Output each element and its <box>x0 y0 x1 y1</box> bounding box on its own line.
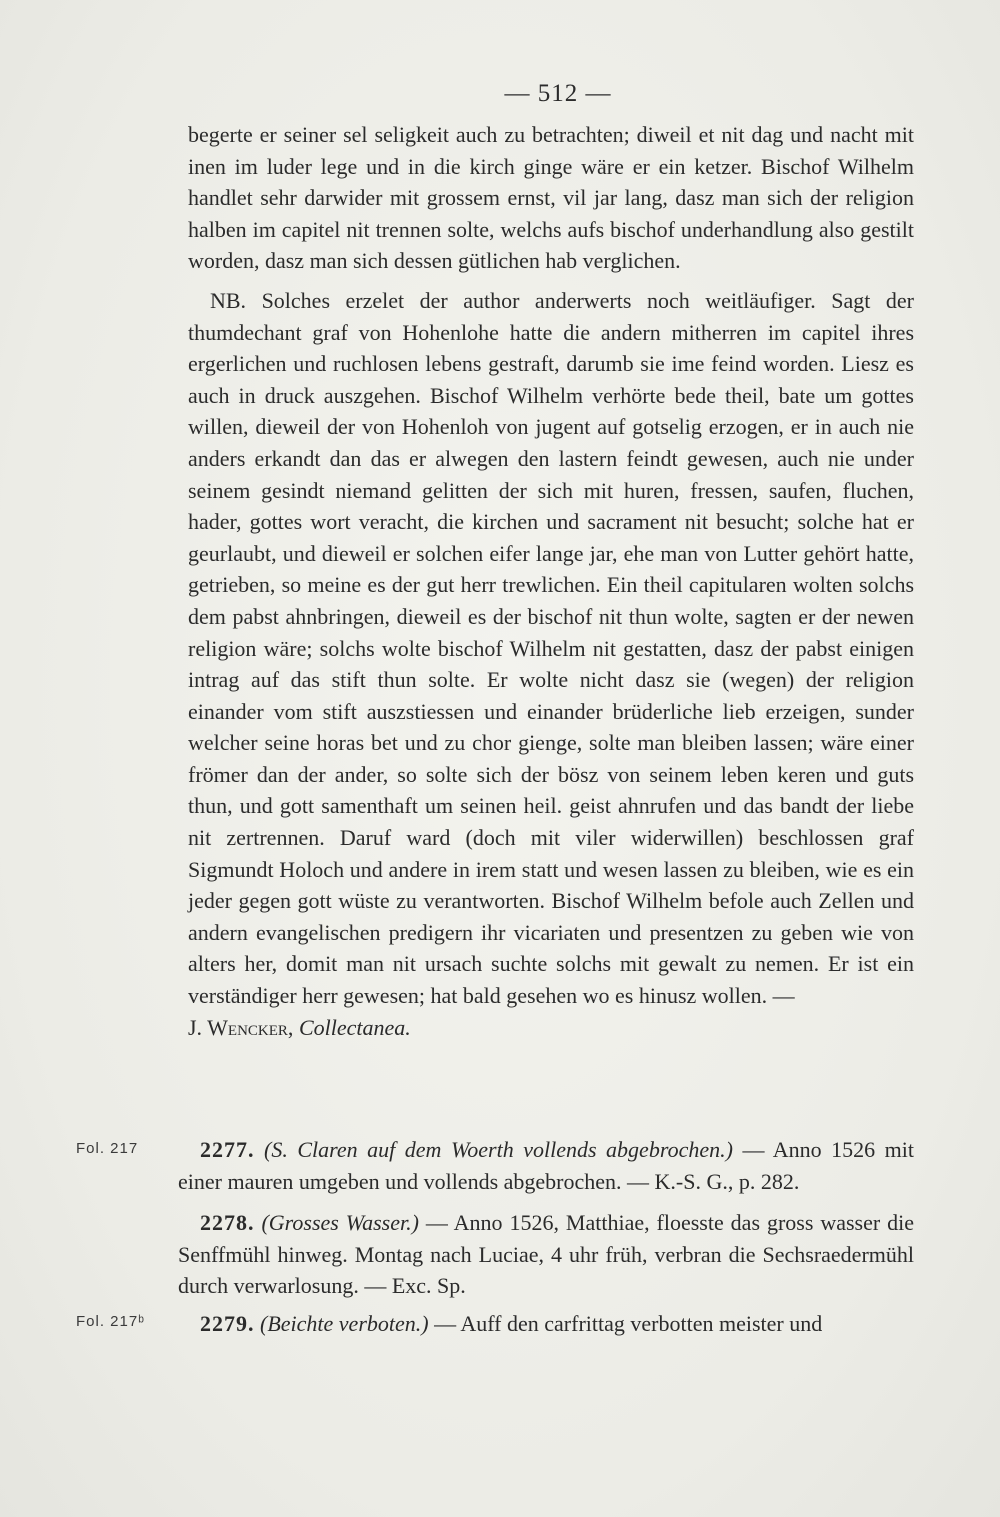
folio-margin-note: Fol. 217ᵇ <box>76 1313 145 1330</box>
entry-number: 2277. <box>200 1137 255 1162</box>
entry-text: — Anno 1526 mit einer mauren umgeben und vollends abgebrochen. — K.-S. G., p. 282. <box>178 1137 914 1194</box>
entry-2277 <box>178 1134 914 1197</box>
folio-margin-note: Fol. 217 <box>76 1140 139 1157</box>
entry-text: — Anno 1526, Matthiae, floesste das gross wasser die Senffmühl hinweg. Montag nach Luciae, 4 uhr früh, verbran die Sechsraedermühl durch verwarlosung. — Exc. Sp. <box>178 1210 915 1299</box>
entry-paragraph <box>178 1207 914 1302</box>
paragraph-text: NB. Solches erzelet der author anderwerts noch weitläufiger. Sagt der thumdechant graf von Hohenlohe hatte die andern mitherren im capitel ihres ergerlichen und ruchlosen lebens gestraft, darumb sie ime feind worden. Liesz es auch in druck auszgehen. Bischof Wilhelm verhörte bede theil, bate um gottes willen, dieweil der von Hohenloh von jugent auf gotselig erzogen, er in auch nie anders erkandt dan das er alwegen den lastern feindt gewesen, auch nie under seinem gesindt niemand gelitten der sich mit huren, fressen, saufen, fluchen, hader, gottes wort veracht, die kirchen und sacrament nit besucht; solche hat er geurlaubt, und dieweil er solchen eifer lange jar, ehe man von Lutter gehört hatte, getrieben, so meine es der gut herr trewlichen. Ein theil capitularen wolten solchs dem pabst ahnbringen, dieweil es der bischof nit thun wolte, sagten er der newen religion wäre; solchs wolte bischof Wilhelm nit gestatten, dasz der pabst einigen intrag auf das stift thun solte. Er wolte nicht dasz sie (wegen) der religion einander vom stift auszstiessen und einander brüderliche lieb erzeigen, sunder welcher seine horas bet und zu chor gienge, solte man bleiben lassen; wäre einer frömer dan der ander, so solte sich der bösz von seinem leben keren und guts thun, und gott samenthaft um seinen heil. geist ahnrufen und das bandt der liebe nit zertrennen. Daruf ward (doch mit viler widerwillen) beschlossen graf Sigmundt Holoch und andere in irem statt und wesen lassen zu bleiben, wie es ein jeder gegen gott wüste zu verantworten. Bischof Wilhelm befole auch Zellen und andern evangelischen predigern ihr vicariaten und presentzen zu geben wie von alters her, domit man nit ursach suchte solchs mit gewalt zu nemen. Er ist ein verständiger herr gewesen; hat bald gesehen wo es hinusz wollen. — <box>188 287 914 1009</box>
source-title: Collectanea. <box>298 1014 411 1040</box>
paragraph: begerte er seiner sel seligkeit auch zu betrachten; diweil et nit dag und nacht mit inen im luder lege und in die kirch ginge wäre er ein ketzer. Bischof Wilhelm handlet sehr darwider mit grossem ernst, vil jar lang, dasz man sich der religion halben im capitel nit trennen solte, welchs aufs bischof underhandlung also gestilt worden, dasz man sich dessen gütlichen hab verglichen. <box>188 122 914 274</box>
entry-title: (Beichte verboten.) <box>260 1311 429 1336</box>
entry-title: (S. Claren auf dem Woerth vollends abgebrochen.) <box>264 1137 733 1162</box>
page-number: — 512 — <box>504 80 612 107</box>
entry-2279 <box>178 1308 914 1340</box>
paragraph <box>188 285 914 1043</box>
entry-2278 <box>178 1207 914 1302</box>
entry-paragraph <box>178 1134 914 1197</box>
entry-title: (Grosses Wasser.) <box>261 1210 419 1235</box>
entry-number: 2278. <box>200 1210 255 1235</box>
continuation-text <box>188 119 914 1043</box>
entry-text: — Auff den carfrittag verbotten meister und <box>434 1311 823 1336</box>
entry-number: 2279. <box>200 1311 255 1336</box>
source-author: J. Wencker, <box>188 1014 294 1040</box>
entry-paragraph <box>178 1308 914 1340</box>
